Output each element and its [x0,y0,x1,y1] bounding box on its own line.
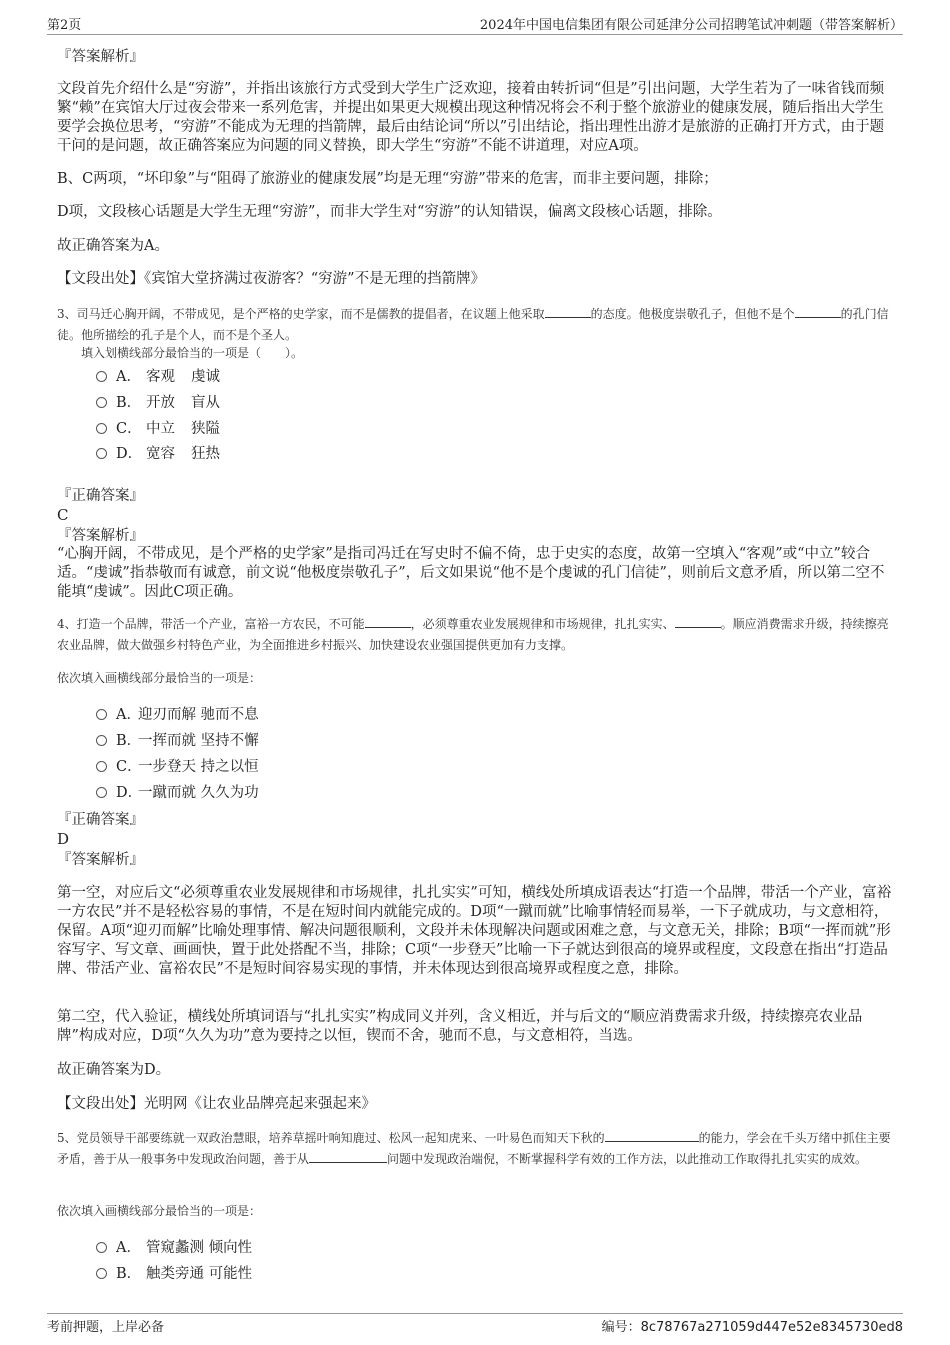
document-code: 编号：8c78767a271059d447e52e8345730ed8 [601,1320,903,1335]
q2-analysis-p2: B、C两项，“坏印象”与“阻碍了旅游业的健康发展”均是无理“穷游”带来的危害，而非主要问题，排除； [57,171,718,187]
blank-line [605,1129,699,1142]
q4-analysis-p1: 第一空，对应后文“必须尊重农业发展规律和市场规律，扎扎实实”可知，横线处所填成语表达“打造一个品牌，带活一个产业，富裕一方农民”并不是轻松容易的事情，不是在短时间内就能完成的。D项“一蹴而就”比喻事情轻而易举，一下子就成功，与文意相符，保留。A项“迎刃而解”比喻处理事情、解决问题很顺利，文段并未体现解决问题或困难之意，与文意无关，排除；B项“一挥而就”形容写字、写文章、画画快，置于此处搭配不当，排除；C项“一步登天”比喻一下子就达到很高的境界或程度，文段意在指出“打造品牌、带活产业、富裕农民”不是短时间容易实现的事情，并未体现达到很高境界或程度之意，排除。 [57,885,892,977]
q3-correct-label: 『正确答案』 [57,488,144,504]
blank-line [675,615,721,628]
q3-option-a[interactable]: A． 客观 虔诚 [96,367,220,387]
radio-icon[interactable] [96,787,107,798]
q2-conclusion: 故正确答案为A。 [57,238,169,254]
radio-icon[interactable] [96,1268,107,1279]
page-header [47,12,903,35]
q3-option-b[interactable]: B． 开放 盲从 [96,393,220,413]
q4-analysis-p2: 第二空，代入验证，横线处所填词语与“扎扎实实”构成同义并列，含义相近，并与后文的“顺应消费需求升级，持续擦亮农业品牌”构成对应，D项“久久为功”意为要持之以恒，锲而不舍，驰而不息，与文意相符，当选。 [57,1009,863,1044]
q4-source: 【文段出处】光明网《让农业品牌亮起来强起来》 [57,1096,376,1112]
radio-icon[interactable] [96,371,107,382]
q5-option-b[interactable]: B． 触类旁通 可能性 [96,1264,252,1284]
q4-conclusion: 故正确答案为D。 [57,1062,171,1078]
q3-option-d[interactable]: D． 宽容 狂热 [96,444,220,464]
q2-analysis-p1: 文段首先介绍什么是“穷游”，并指出该旅行方式受到大学生广泛欢迎，接着由转折词“但是”引出问题，大学生若为了一味省钱而频繁“赖”在宾馆大厅过夜会带来一系列危害，并提出如果更大规模出现这种情况将会不利于整个旅游业的健康发展，随后指出大学生要学会换位思考，“穷游”不能成为无理的挡箭牌，最后由结论词“所以”引出结论，指出理性出游才是旅游的正确打开方式，由于题干问的是问题，故正确答案应为问题的同义替换，即大学生“穷游”不能不讲道理，对应A项。 [57,81,885,154]
q3-analysis-label: 『答案解析』 [57,528,144,544]
q4-stem: 4、打造一个品牌，带活一个产业，富裕一方农民，不可能 ，必须尊重农业发展规律和市场规律，扎扎实实、 。顺应消费需求升级，持续擦亮农业品牌，做大做强乡村特色产业，为全面推进乡村振兴、加快建设农业强国提供更加有力支撑。 [57,617,889,652]
q5-stem: 5、党员领导干部要练就一双政治慧眼，培养草摇叶响知鹿过、松风一起知虎来、一叶易色而知天下秋的 的能力，学会在千头万绪中抓住主要矛盾，善于从一般事务中发现政治问题，善于从 问题中发现政治端倪，不断掌握科学有效的工作方法，以此推动工作取得扎扎实实的成效。 [57,1131,891,1166]
q3-stem: 3、司马迁心胸开阔，不带成见，是个严格的史学家，而不是儒教的提倡者，在议题上他采取 的态度。他极度崇敬孔子，但他不是个 的孔门信徒。他所描绘的孔子是个人，而不是个圣人。 [57,307,889,342]
q4-option-a[interactable]: A．迎刃而解 驰而不息 [96,705,259,725]
document-title: 2024年中国电信集团有限公司延津分公司招聘笔试冲刺题（带答案解析） [479,18,903,33]
radio-icon[interactable] [96,397,107,408]
q2-analysis-label: 『答案解析』 [57,49,144,65]
q4-correct-label: 『正确答案』 [57,812,144,828]
radio-icon[interactable] [96,1242,107,1253]
blank-line [365,615,411,628]
q2-source: 【文段出处】《宾馆大堂挤满过夜游客？“穷游”不是无理的挡箭牌》 [57,271,486,287]
q2-analysis-p3: D项，文段核心话题是大学生无理“穷游”，而非大学生对“穷游”的认知错误，偏离文段核心话题，排除。 [57,204,722,220]
q3-option-c[interactable]: C． 中立 狭隘 [96,419,220,439]
q4-correct-answer: D [57,830,70,848]
q4-analysis-label: 『答案解析』 [57,852,144,868]
blank-line [309,1150,387,1163]
radio-icon[interactable] [96,423,107,434]
blank-line [795,305,841,318]
q5-prompt: 依次填入画横线部分最恰当的一项是： [57,1204,262,1218]
q3-prompt: 填入划横线部分最恰当的一项是（ ）。 [81,346,304,360]
radio-icon[interactable] [96,709,107,720]
q3-analysis: “心胸开阔，不带成见，是个严格的史学家”是指司冯迁在写史时不偏不倚，忠于史实的态度，故第一空填入“客观”或“中立”较合适。“虔诚”指恭敬而有诚意，前文说“他极度崇敬孔子”，后文如果说“他不是个虔诚的孔门信徒”，则前后文意矛盾，所以第二空不能填“虔诚”。因此C项正确。 [57,546,885,600]
q4-option-b[interactable]: B．一挥而就 坚持不懈 [96,731,259,751]
blank-line [545,305,591,318]
page-footer [47,1313,903,1335]
page-number: 第2页 [47,18,82,33]
radio-icon[interactable] [96,735,107,746]
radio-icon[interactable] [96,448,107,459]
footer-slogan: 考前押题，上岸必备 [47,1320,165,1335]
q4-option-c[interactable]: C．一步登天 持之以恒 [96,757,259,777]
q4-option-d[interactable]: D．一蹴而就 久久为功 [96,783,259,803]
q4-prompt: 依次填入画横线部分最恰当的一项是： [57,671,262,685]
q5-option-a[interactable]: A． 管窥蠡测 倾向性 [96,1238,252,1258]
q3-correct-answer: C [57,506,69,524]
radio-icon[interactable] [96,761,107,772]
